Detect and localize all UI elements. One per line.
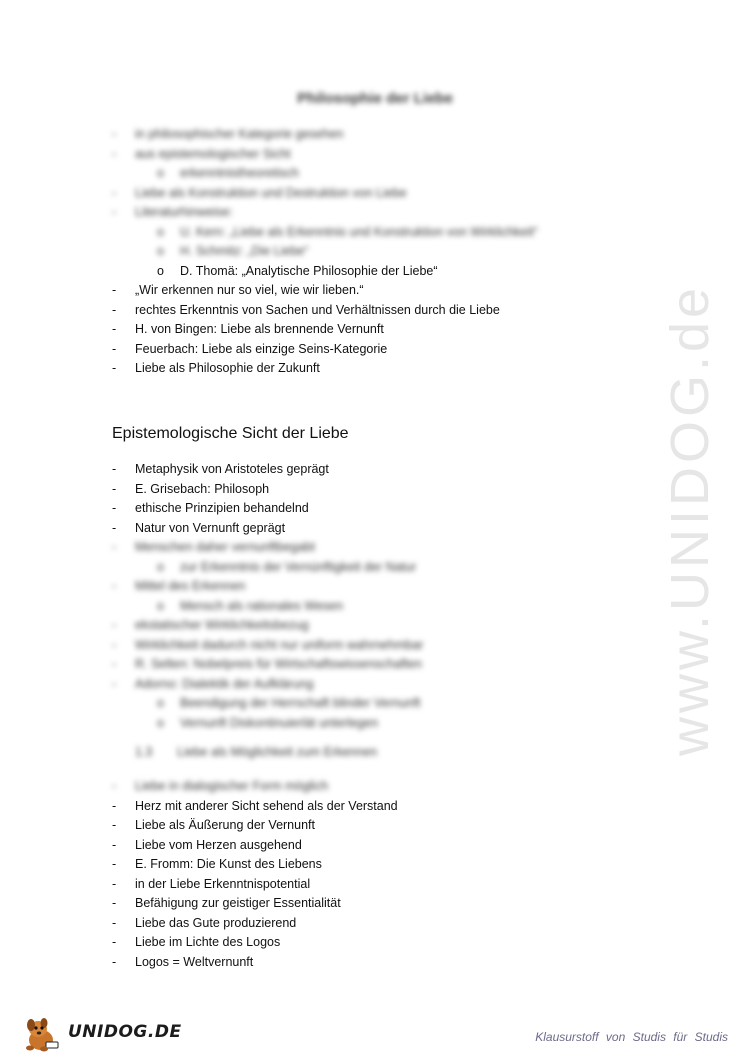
bullet-marker: - <box>112 896 117 910</box>
subsection-number: 1.3 <box>135 745 153 759</box>
list-item-text: Adorno: Dialektik der Aufklärung <box>135 676 314 691</box>
bullet-marker: - <box>112 481 117 496</box>
bullet-marker: - <box>112 579 117 593</box>
list-item-text: ethische Prinzipien behandelnd <box>135 501 309 515</box>
logo-text: UNIDOG.DE <box>68 1022 182 1042</box>
list-item-text: Liebe im Lichte des Logos <box>135 935 281 949</box>
sub-bullet-marker: o <box>157 244 164 258</box>
bullet-marker: - <box>112 127 117 141</box>
list-item-text: in der Liebe Erkenntnispotential <box>135 876 311 891</box>
sub-bullet-marker: o <box>157 224 164 239</box>
list-item-text: H. Schmitz: „Die Liebe“ <box>180 244 309 258</box>
list-item-text: U. Kern: „Liebe als Erkenntnis und Konstruktion von Wirklichkeit“ <box>180 224 538 239</box>
bullet-marker: - <box>112 540 117 554</box>
bullet-marker: - <box>112 954 117 969</box>
bullet-marker: - <box>112 935 117 949</box>
bullet-marker: - <box>112 676 117 691</box>
list-item-text: ekstatischer Wirklichkeitsbezug <box>135 618 309 632</box>
list-item-text: zur Erkenntnis der Vernünftigkeit der Natur <box>180 559 417 574</box>
list-item-text: erkenntnistheoretisch <box>180 166 299 180</box>
bullet-marker: - <box>112 146 117 161</box>
list-item-text: Beendigung der Herrschaft blinder Vernunft <box>180 696 421 710</box>
list-item-text: Befähigung zur geistiger Essentialität <box>135 896 341 910</box>
sub-bullet-marker: o <box>157 598 164 613</box>
list-item-text: Natur von Vernunft geprägt <box>135 520 286 535</box>
bullet-marker: - <box>112 657 117 671</box>
list-item-text: E. Fromm: Die Kunst des Liebens <box>135 857 322 871</box>
bullet-marker: - <box>112 915 117 930</box>
unidog-logo <box>22 1016 182 1052</box>
bullet-marker: - <box>112 283 117 297</box>
list-item-text: R. Selten: Nobelpreis für Wirtschaftswissenschaften <box>135 657 422 671</box>
bullet-marker: - <box>112 302 117 317</box>
sub-bullet-marker: o <box>157 559 164 574</box>
footer-tagline: Klausurstoff von Studis für Studis <box>535 1030 728 1044</box>
list-item-text: Mensch als rationales Wesen <box>180 598 344 613</box>
sub-bullet-marker: o <box>157 715 164 730</box>
bullet-marker: - <box>112 798 117 813</box>
list-item-text: Wirklichkeit dadurch nicht nur uniform wahrnehmbar <box>135 637 424 652</box>
dog-mascot-icon <box>22 1016 62 1052</box>
bullet-marker: - <box>112 501 117 515</box>
list-item-text: rechtes Erkenntnis von Sachen und Verhältnissen durch die Liebe <box>135 302 500 317</box>
bullet-marker: - <box>112 520 117 535</box>
list-item-text: Metaphysik von Aristoteles geprägt <box>135 462 329 476</box>
list-item-text: Liebe als Äußerung der Vernunft <box>135 818 315 832</box>
list-item-text: Liebe als Philosophie der Zukunft <box>135 361 320 375</box>
list-item-text: Herz mit anderer Sicht sehend als der Verstand <box>135 798 398 813</box>
bullet-marker: - <box>112 185 117 200</box>
list-item-text: Liebe in dialogischer Form möglich <box>135 779 329 793</box>
subsection-title: Liebe als Möglichkeit zum Erkennen <box>177 745 378 759</box>
list-item-text: Vernunft Diskontinuierlät unterlegen <box>180 715 379 730</box>
list-item-text: Menschen daher vernunftbegabt <box>135 540 315 554</box>
list-item-text: Feuerbach: Liebe als einzige Seins-Kategorie <box>135 341 388 356</box>
list-item-text: in philosophischer Kategorie gesehen <box>135 127 344 141</box>
bullet-marker: - <box>112 818 117 832</box>
list-item-text: E. Grisebach: Philosoph <box>135 481 270 496</box>
bullet-marker: - <box>112 857 117 871</box>
list-item-text: aus epistemologischer Sicht <box>135 146 291 161</box>
page-title: Philosophie der Liebe <box>297 90 453 107</box>
bullet-marker: - <box>112 322 117 336</box>
list-item-text: „Wir erkennen nur so viel, wie wir lieben.“ <box>135 283 364 297</box>
bullet-marker: - <box>112 462 117 476</box>
list-item-text: Liebe als Konstruktion und Destruktion von Liebe <box>135 185 407 200</box>
list-item-text: D. Thomä: „Analytische Philosophie der Liebe“ <box>180 263 438 278</box>
bullet-marker: - <box>112 637 117 652</box>
bullet-marker: - <box>112 361 117 375</box>
sub-bullet-marker: o <box>157 696 164 710</box>
bullet-marker: - <box>112 341 117 356</box>
bullet-marker: - <box>112 876 117 891</box>
bullet-marker: - <box>112 205 117 219</box>
section-heading: Epistemologische Sicht der Liebe <box>112 425 349 442</box>
list-item-text: Liebe das Gute produzierend <box>135 915 297 930</box>
sub-bullet-marker: o <box>157 166 164 180</box>
list-item-text: Logos = Weltvernunft <box>135 954 254 969</box>
subsection-heading <box>135 745 377 759</box>
bullet-marker: - <box>112 837 117 852</box>
list-item-text: Liebe vom Herzen ausgehend <box>135 837 302 852</box>
sub-bullet-marker: o <box>157 263 164 278</box>
bullet-marker: - <box>112 779 117 793</box>
watermark: www.UNIDOG.de <box>660 283 720 757</box>
bullet-marker: - <box>112 618 117 632</box>
list-item-text: H. von Bingen: Liebe als brennende Vernunft <box>135 322 384 336</box>
list-item-text: Mittel des Erkennen <box>135 579 246 593</box>
list-item-text: Literaturhinweise: <box>135 205 233 219</box>
